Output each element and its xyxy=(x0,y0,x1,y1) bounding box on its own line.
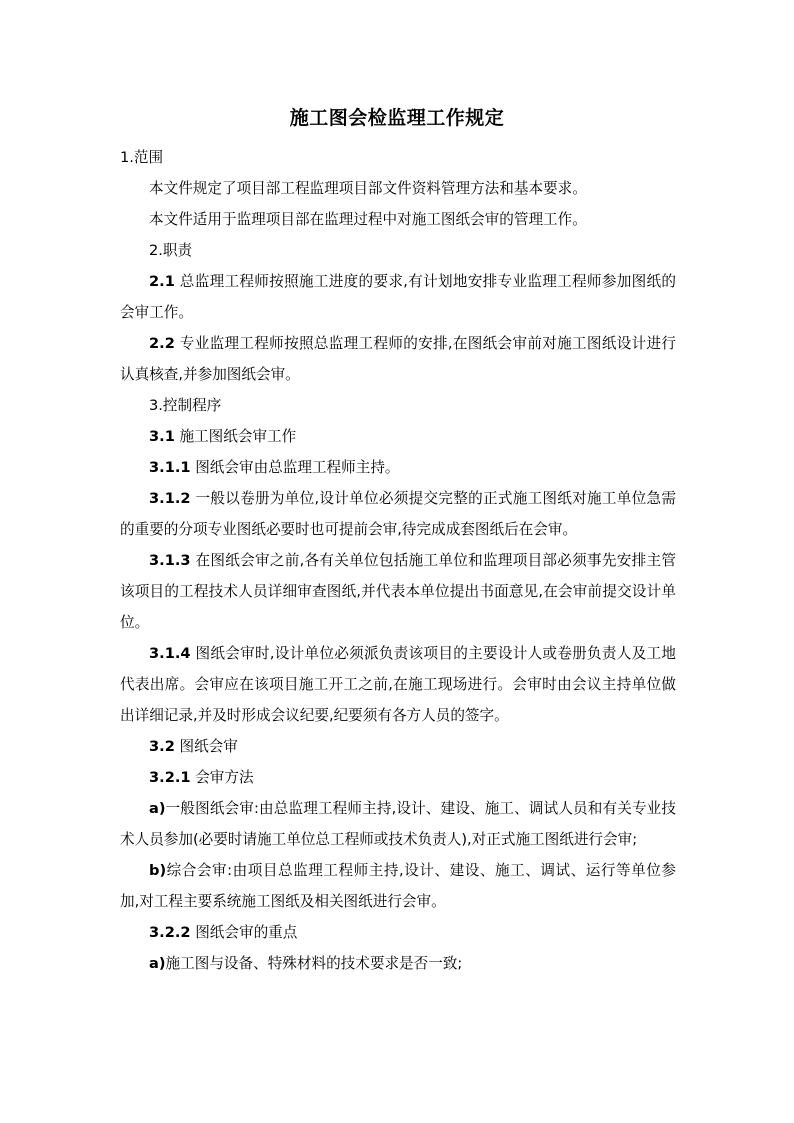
paragraph-3-2-2: 3.2.2 图纸会审的重点 xyxy=(149,924,298,941)
paragraph-3-1-4: 3.1.4 图纸会审时,设计单位必须派负责该项目的主要设计人或卷册负责人及工地代表出席。会审应在该项目施工开工之前,在施工现场进行。会审时由会议主持单位做出详细记录,并及时形成会议纪要,纪要须有各方人员的签字。 xyxy=(120,645,676,724)
paragraph-2-1: 2.1 总监理工程师按照施工进度的要求,有计划地安排专业监理工程师参加图纸的会审工作。 xyxy=(120,273,676,321)
section-number: 3.1.1 xyxy=(149,459,191,476)
document-title: 施工图会检监理工作规定 xyxy=(289,107,505,129)
paragraph-scope-2: 本文件适用于监理项目部在监理过程中对施工图纸会审的管理工作。 xyxy=(149,211,587,228)
item-marker: a) xyxy=(149,955,166,972)
paragraph-3-2-1: 3.2.1 会审方法 xyxy=(149,769,254,786)
paragraph-3-1-3: 3.1.3 在图纸会审之前,各有关单位包括施工单位和监理项目部必须事先安排主管该项目的工程技术人员详细审查图纸,并代表本单位提出书面意见,在会审前提交设计单位。 xyxy=(120,552,676,631)
section-number: 3.1.3 xyxy=(149,552,191,569)
paragraph-3-1: 3.1 施工图纸会审工作 xyxy=(149,428,297,445)
section-number: 2.1 xyxy=(149,273,175,290)
paragraph-3-1-2: 3.1.2 一般以卷册为单位,设计单位必须提交完整的正式施工图纸对施工单位急需的重要的分项专业图纸必要时也可提前会审,待完成成套图纸后在会审。 xyxy=(120,490,676,538)
section-number: 3.1 xyxy=(149,428,175,445)
item-marker: a) xyxy=(149,800,166,817)
section-number: 3.1.4 xyxy=(149,645,191,662)
section-number: 3.1.2 xyxy=(149,490,191,507)
section-number: 3.2.1 xyxy=(149,769,191,786)
paragraph-3-2: 3.2 图纸会审 xyxy=(149,738,238,755)
paragraph-3-2-2-a: a)施工图与设备、特殊材料的技术要求是否一致; xyxy=(149,955,463,972)
section-number: 3.2.2 xyxy=(149,924,191,941)
paragraph-scope-1: 本文件规定了项目部工程监理项目部文件资料管理方法和基本要求。 xyxy=(149,180,587,197)
paragraph-duty-heading: 2.职责 xyxy=(149,242,193,259)
paragraph-3-2-1-b: b)综合会审:由项目总监理工程师主持,设计、建设、施工、调试、运行等单位参加,对工程主要系统施工图纸及相关图纸进行会审。 xyxy=(120,862,676,910)
paragraph-scope-heading: 1.范围 xyxy=(120,149,164,166)
paragraph-3-2-1-a: a)一般图纸会审:由总监理工程师主持,设计、建设、施工、调试人员和有关专业技术人员参加(必要时请施工单位总工程师或技术负责人),对正式施工图纸进行会审; xyxy=(120,800,676,848)
section-number: 2.2 xyxy=(149,335,175,352)
section-number: 3.2 xyxy=(149,738,175,755)
item-marker: b) xyxy=(149,862,167,879)
paragraph-2-2: 2.2 专业监理工程师按照总监理工程师的安排,在图纸会审前对施工图纸设计进行认真核查,并参加图纸会审。 xyxy=(120,335,676,383)
document-body xyxy=(120,142,676,979)
paragraph-control-heading: 3.控制程序 xyxy=(149,397,222,414)
paragraph-3-1-1: 3.1.1 图纸会审由总监理工程师主持。 xyxy=(149,459,400,476)
